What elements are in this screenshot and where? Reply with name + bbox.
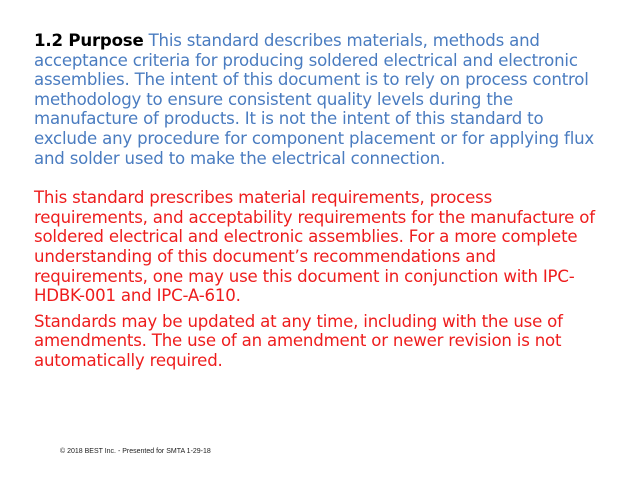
purpose-paragraph xyxy=(34,31,609,168)
amendments-paragraph: Standards may be updated at any time, including with the use of amendments. The use of an amendment or newer revision is not automatically required. xyxy=(34,311,563,370)
requirements-paragraph: This standard prescribes material requirements, process requirements, and acceptability requirements for the manufacture of soldered electrical and electronic assemblies. For a more complete understanding of this document’s recommendations and requirements, one may use this document in conjunction with IPC-HDBK-001 and IPC-A-610. xyxy=(34,188,595,306)
slide-content xyxy=(34,31,609,371)
footer-copyright: © 2018 BEST Inc. - Presented for SMTA 1-29-18 xyxy=(60,448,211,455)
section-heading: 1.2 Purpose xyxy=(34,31,144,50)
purpose-text: This standard describes materials, methods and acceptance criteria for producing soldered electrical and electronic assemblies. The intent of this document is to rely on process control methodology to ensure consistent quality levels during the manufacture of products. It is not the intent of this standard to exclude any procedure for component placement or for applying flux and solder used to make the electrical connection. xyxy=(34,31,595,168)
